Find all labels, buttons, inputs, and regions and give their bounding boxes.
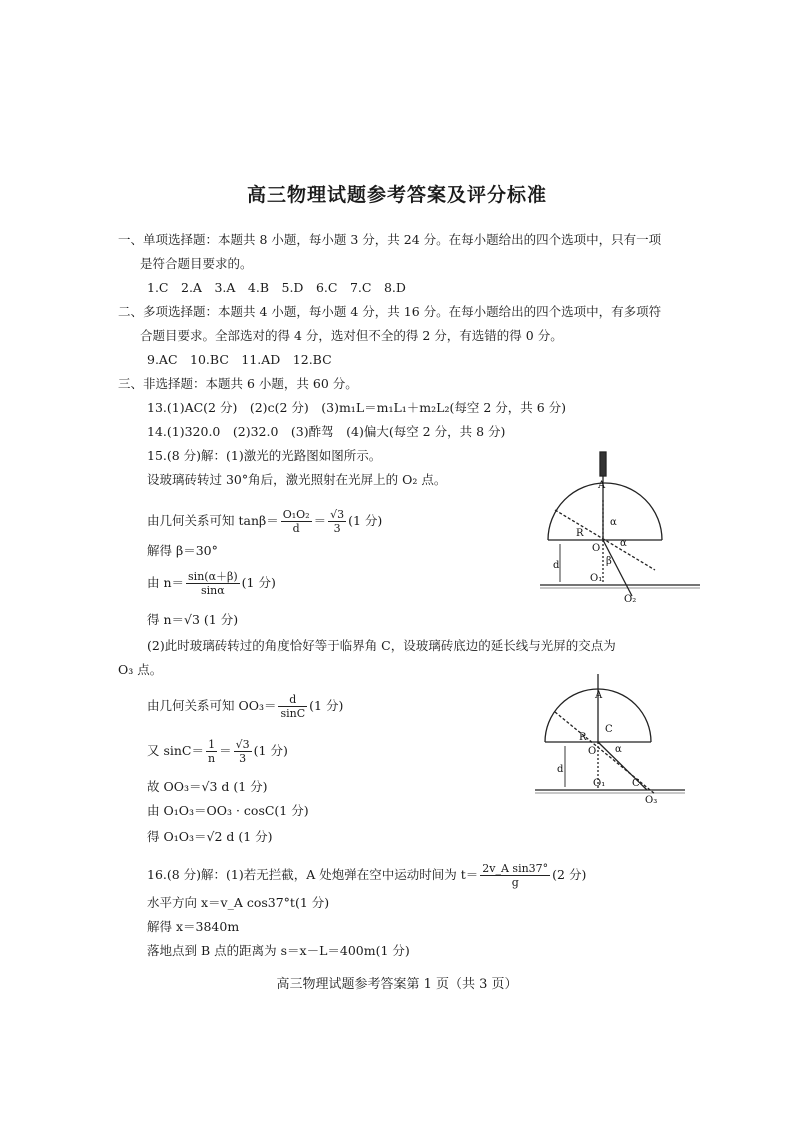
numerator: 1 (206, 738, 217, 752)
question-14-answer: 14.(1)320.0 (2)32.0 (3)酢驾 (4)偏大(每空 2 分，共 8 分) (147, 424, 506, 439)
glass-semicircle (548, 483, 662, 540)
eq-sign: ＝ (313, 513, 327, 528)
score-note: (2 分) (552, 867, 587, 882)
numerator: sin(α＋β) (188, 570, 238, 583)
denominator: n (208, 752, 216, 765)
score-note: (1 分) (309, 698, 344, 713)
question-15-setup: 设玻璃砖转过 30°角后，激光照射在光屏上的 O₂ 点。 (147, 472, 447, 487)
label-alpha-1: α (610, 517, 617, 528)
label-d: d (553, 560, 560, 571)
question-15-o1o3-result: 得 O₁O₃＝√2 d (1 分) (147, 829, 273, 844)
denominator: sinα (201, 584, 225, 597)
question-15-n-eq (147, 570, 276, 597)
denominator: 3 (239, 752, 247, 765)
question-15-oo3-eq (147, 693, 343, 720)
eq-text: 由几何关系可知 tanβ＝ (147, 513, 279, 528)
numerator: 2v_A sin37° (482, 862, 549, 875)
laser-device (600, 452, 606, 476)
question-15-o1o3-eq: 由 O₁O₃＝OO₃ · cosC(1 分) (147, 803, 309, 818)
question-15-tan-eq (147, 508, 382, 535)
question-15-sinc-eq (147, 738, 288, 765)
eq-sign: ＝ (219, 743, 232, 758)
refracted-ray (603, 540, 632, 596)
question-16-x-result: 解得 x＝3840m (147, 919, 240, 934)
question-15-part2-cont: O₃ 点。 (118, 662, 163, 677)
section-1-answers: 1.C 2.A 3.A 4.B 5.D 6.C 7.C 8.D (147, 280, 406, 295)
label-beta: β (606, 556, 612, 567)
question-16-horizontal: 水平方向 x＝v_A cos37°t(1 分) (147, 895, 330, 910)
numerator: O₁O₂ (282, 508, 310, 521)
fraction (186, 570, 240, 597)
numerator: √3 (330, 508, 345, 521)
denominator: sinC (280, 707, 306, 720)
label-alpha: α (615, 744, 622, 755)
question-15-oo3-result: 故 OO₃＝√3 d (1 分) (147, 779, 268, 794)
light-path-diagram-2 (535, 672, 685, 807)
fraction (278, 693, 307, 720)
label-c-1: C (605, 724, 613, 735)
score-note: (1 分) (348, 513, 383, 528)
eq-text: 16.(8 分)解：(1)若无拦截，A 处炮弹在空中运动时间为 t＝ (147, 867, 479, 882)
question-15-part2: (2)此时玻璃砖转过的角度恰好等于临界角 C，设玻璃砖底边的延长线与光屏的交点为 (147, 638, 616, 653)
label-o1: O₁ (593, 778, 606, 789)
label-a: A (595, 690, 603, 701)
section-3-heading: 三、非选择题：本题共 6 小题，共 60 分。 (118, 376, 358, 391)
label-o3: O₃ (645, 795, 658, 806)
question-15-n-result: 得 n＝√3 (1 分) (147, 612, 239, 627)
eq-text: 由几何关系可知 OO₃＝ (147, 698, 277, 713)
eq-text: 又 sinC＝ (147, 743, 205, 758)
section-1-heading: 一、单项选择题：本题共 8 小题，每小题 3 分，共 24 分。在每小题给出的四个选项中，只有一项 (118, 232, 662, 247)
light-path-diagram-1 (540, 450, 700, 605)
question-15-beta: 解得 β＝30° (147, 543, 218, 558)
numerator: √3 (235, 738, 250, 751)
denominator: 3 (333, 522, 341, 535)
eq-text: 由 n＝ (147, 575, 185, 590)
label-alpha-2: α (620, 538, 627, 549)
denominator: g (511, 876, 519, 889)
question-16-time-eq (147, 862, 586, 889)
fraction (281, 508, 312, 535)
label-a: A (598, 480, 606, 491)
score-note: (1 分) (241, 575, 276, 590)
fraction (480, 862, 550, 889)
label-o: O (588, 746, 597, 757)
page-title: 高三物理试题参考答案及评分标准 (246, 184, 547, 206)
page-footer: 高三物理试题参考答案第 1 页（共 3 页） (276, 977, 518, 992)
denominator: d (292, 522, 300, 535)
label-o: O (592, 543, 601, 554)
label-r: R (579, 732, 587, 743)
fraction (234, 738, 252, 765)
section-2-answers: 9.AC 10.BC 11.AD 12.BC (147, 352, 332, 367)
label-c-2: C (632, 778, 640, 789)
section-1-heading-cont: 是符合题目要求的。 (140, 256, 253, 271)
label-o2: O₂ (624, 594, 637, 605)
section-2-heading-cont: 合题目要求。全部选对的得 4 分，选对但不全的得 2 分，有选错的得 0 分。 (140, 328, 563, 343)
label-o1: O₁ (590, 573, 603, 584)
numerator: d (278, 693, 307, 707)
fraction (328, 508, 346, 535)
score-note: (1 分) (253, 743, 288, 758)
label-d: d (557, 764, 564, 775)
question-13-answer: 13.(1)AC(2 分) (2)c(2 分) (3)m₁L＝m₁L₁＋m₂L₂(每空 2 分，共 6 分) (147, 400, 567, 415)
fraction (206, 738, 217, 765)
section-2-heading: 二、多项选择题：本题共 4 小题，每小题 4 分，共 16 分。在每小题给出的四个选项中，有多项符 (118, 304, 662, 319)
question-16-distance: 落地点到 B 点的距离为 s＝x－L＝400m(1 分) (147, 943, 410, 958)
question-15-intro: 15.(8 分)解：(1)激光的光路图如图所示。 (147, 448, 382, 463)
label-r: R (576, 528, 584, 539)
